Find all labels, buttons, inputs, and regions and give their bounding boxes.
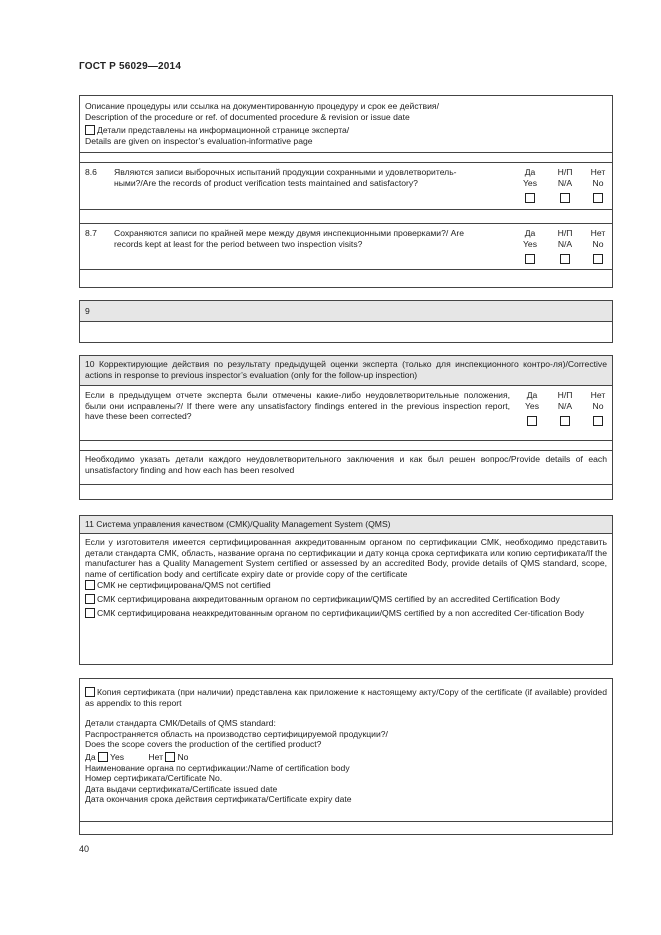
checkbox[interactable] xyxy=(85,687,95,697)
spacer-row xyxy=(80,270,612,282)
question-8-7-row xyxy=(80,224,612,270)
certificate-block xyxy=(79,678,613,835)
checkbox-yes[interactable] xyxy=(525,254,535,264)
spacer-row xyxy=(80,210,612,224)
checkbox[interactable] xyxy=(85,125,95,135)
answer-no xyxy=(583,228,613,264)
no-ru: Нет xyxy=(148,751,164,762)
answer-label: N/A xyxy=(557,400,573,411)
spacer-row xyxy=(80,822,612,834)
procedure-description-row xyxy=(80,96,612,153)
certification-body-label: Наименование органа по сертификации:/Name of certification body xyxy=(85,762,350,773)
checkbox-no[interactable] xyxy=(593,416,603,426)
checkbox-na[interactable] xyxy=(560,254,570,264)
spacer-row xyxy=(80,441,612,451)
procedure-line-ru: Описание процедуры или ссылка на документированную процедуру и срок ее действия/ xyxy=(85,101,439,111)
certificate-expiry-date-label: Дата окончания срока действия сертификата/Certificate expiry date xyxy=(85,794,352,805)
document-code: ГОСТ Р 56029—2014 xyxy=(79,61,182,72)
answer-label: Yes xyxy=(522,238,538,249)
answer-label: Нет xyxy=(590,228,606,238)
qms-standard-label: Детали стандарта СМК/Details of QMS standard: xyxy=(85,718,276,729)
scope-question-ru: Распространяется область на производство сертифицируемой продукции?/ xyxy=(85,728,388,739)
checkbox-na[interactable] xyxy=(560,193,570,203)
section-title: 11 Система управления качеством (СМК)/Quality Management System (QMS) xyxy=(85,519,391,529)
section-9-header xyxy=(80,301,612,322)
procedure-line-en: Description of the procedure or ref. of documented procedure & revision or issue date xyxy=(85,111,410,122)
option-label: Копия сертификата (при наличии) представлена как приложение к настоящему акту/Copy of the certificate (if available) provided as appendix to this report xyxy=(85,687,607,708)
scope-answer-row xyxy=(85,752,607,763)
checkbox[interactable] xyxy=(85,594,95,604)
scope-question-en: Does the scope covers the production of the certified product? xyxy=(85,739,322,750)
section-10-header xyxy=(80,356,612,386)
spacer-row xyxy=(80,153,612,163)
inspector-page-label: Детали представлены на информационной странице эксперта/ xyxy=(97,125,350,136)
no-en: No xyxy=(177,751,189,762)
answer-label: No xyxy=(592,400,604,411)
section-11 xyxy=(79,515,613,665)
section-9-body xyxy=(80,322,612,342)
question-text: Являются записи выборочных испытаний продукции сохранными и удовлетворитель-ными?/Are the records of product verification tests maintained and satisfactory? xyxy=(114,167,457,188)
section-title: 10 Корректирующие действия по результату предыдущей оценки эксперта (только для инспекционного контро-ля)/Corrective actions in response to previous inspector’s evaluation (only for the follow-up inspection) xyxy=(85,359,607,380)
checkbox[interactable] xyxy=(85,580,95,590)
answer-na xyxy=(550,167,580,203)
answer-label: Н/П xyxy=(557,228,573,238)
yes-en: Yes xyxy=(110,751,125,762)
section-11-body xyxy=(80,534,612,664)
answer-label: N/A xyxy=(557,177,573,188)
checkbox-no[interactable] xyxy=(593,254,603,264)
question-text: Сохраняются записи по крайней мере между двумя инспекционными проверками?/ Are records kept at least for the period between two inspection visits? xyxy=(114,228,465,249)
question-number: 8.6 xyxy=(85,167,97,177)
answer-label: N/A xyxy=(557,238,573,249)
page-number: 40 xyxy=(79,844,90,854)
section-9 xyxy=(79,300,613,343)
section-10-question-row xyxy=(80,386,612,441)
answer-label: No xyxy=(592,177,604,188)
checkbox-na[interactable] xyxy=(560,416,570,426)
answer-label: Да xyxy=(526,390,538,400)
answer-na xyxy=(550,390,580,426)
inspector-page-line-en: Details are given on inspector’s evaluation-informative page xyxy=(85,135,313,146)
option-label: СМК сертифицирована аккредитованным органом по сертификации/QMS certified by an accredited Certification Body xyxy=(97,593,560,604)
question-8-6-row xyxy=(80,163,612,210)
certificate-number-label: Номер сертификата/Certificate No. xyxy=(85,773,223,784)
answer-yes xyxy=(515,228,545,264)
qms-option-accredited[interactable] xyxy=(85,594,607,605)
procedure-block xyxy=(79,95,613,288)
answer-label: Да xyxy=(524,167,536,177)
checkbox-no[interactable] xyxy=(165,752,175,762)
qms-option-non-accredited[interactable] xyxy=(85,608,607,619)
section-10-details-row xyxy=(80,451,612,485)
section-11-header xyxy=(80,516,612,534)
answer-na xyxy=(550,228,580,264)
answer-label: Нет xyxy=(590,167,606,177)
option-label: СМК сертифицирована неаккредитованным органом по сертификации/QMS certified by a non accredited Cer-tification Body xyxy=(97,607,585,618)
checkbox-no[interactable] xyxy=(593,193,603,203)
certificate-body xyxy=(80,679,612,822)
answer-yes xyxy=(517,390,547,426)
answer-yes xyxy=(515,167,545,203)
option-label: СМК не сертифицирована/QMS not certified xyxy=(97,580,271,591)
checkbox-yes[interactable] xyxy=(527,416,537,426)
answer-label: Yes xyxy=(524,400,540,411)
section-10 xyxy=(79,355,613,500)
answer-label: Н/П xyxy=(557,167,573,177)
answer-label: Н/П xyxy=(557,390,573,400)
question-number: 8.7 xyxy=(85,228,97,238)
qms-option-not-certified[interactable] xyxy=(85,580,607,591)
inspector-page-option[interactable] xyxy=(85,125,607,136)
checkbox[interactable] xyxy=(85,608,95,618)
certificate-issue-date-label: Дата выдачи сертификата/Certificate issued date xyxy=(85,783,278,794)
checkbox-yes[interactable] xyxy=(525,193,535,203)
question-text: Если в предыдущем отчете эксперта были отмечены какие-либо неудовлетворительные положения, были они исправлены?/ If there were any unsatisfactory findings entered in the previous inspection report, have these been corrected? xyxy=(85,390,510,422)
yes-ru: Да xyxy=(85,751,96,762)
answer-no xyxy=(583,390,613,426)
certificate-copy-option[interactable] xyxy=(85,687,607,708)
answer-label: Yes xyxy=(522,177,538,188)
section-title: 9 xyxy=(85,306,90,316)
answer-label: Нет xyxy=(590,390,606,400)
answer-label: No xyxy=(592,238,604,249)
checkbox-yes[interactable] xyxy=(98,752,108,762)
spacer-row xyxy=(80,485,612,499)
section-11-intro: Если у изготовителя имеется сертифицированная аккредитованным органом по сертификации СМК, необходимо представить детали стандарта СМК, область, название органа по сертификации и дату конца срока сертификата или копию сертификата/If the manufacturer has a Quality Management System certified or assessed by an accredited Body, provide details of QMS standard, scope, name of certification body and certificate expiry date or provide copy of the certificate xyxy=(85,537,607,579)
answer-no xyxy=(583,167,613,203)
details-text: Необходимо указать детали каждого неудовлетворительного заключения и как был решен вопрос/Provide details of each unsatisfactory finding and how each has been resolved xyxy=(85,454,607,475)
answer-label: Да xyxy=(524,228,536,238)
